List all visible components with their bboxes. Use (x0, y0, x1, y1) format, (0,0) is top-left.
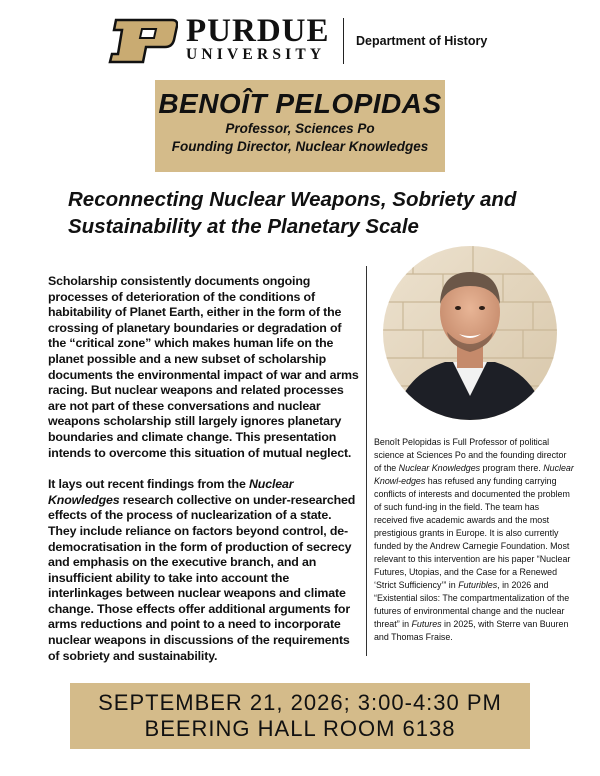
column-divider (366, 266, 367, 656)
header (0, 14, 600, 66)
speaker-photo (383, 246, 557, 420)
event-location: BEERING HALL ROOM 6138 (144, 716, 456, 741)
abstract (48, 274, 360, 664)
header-divider (343, 18, 344, 64)
event-date-time: SEPTEMBER 21, 2026; 3:00-4:30 PM (98, 690, 502, 715)
bio-text: program there. (480, 463, 544, 473)
bio-emphasis: Nuclear Knowledges (398, 463, 481, 473)
logo-subword: UNIVERSITY (186, 46, 326, 63)
speaker-bio (374, 436, 574, 644)
purdue-p-logo-icon (102, 18, 178, 64)
abstract-text: research collective on under-researched effects of the process of nuclearization of a state. They include reliance on factors beyond control, de-democratisation in the form of production of secrecy and emphasis on the executive branch, and an insufficient ability to take into account the interlinkages between nuclear weapons and climate change. Those effects offer additional arguments for arms reductions and point to a need to incorporate nuclear weapons in discussions of the requirements of sobriety and sustainability. (48, 492, 356, 663)
bio-emphasis: Futures (411, 619, 442, 629)
abstract-emphasis: Nuclear Knowledges (48, 477, 294, 507)
bio-text: in 2025, with Sterre van Buuren and Thomas Fraise. (374, 619, 569, 642)
speaker-name-box (155, 80, 445, 172)
event-details-box (70, 683, 530, 749)
bio-text: , in 2026 and “Existential silos: The compartmentalization of the futures of environmental change and the nuclear threat” in (374, 580, 570, 629)
speaker-portrait-image (383, 246, 557, 420)
logo-word: PURDUE (186, 13, 330, 49)
bio-emphasis: Futuribles (458, 580, 498, 590)
bio-text: Benoît Pelopidas is Full Professor of political science at Sciences Po and the founding director of the (374, 437, 567, 473)
purdue-wordmark (186, 13, 330, 64)
abstract-paragraph-1: Scholarship consistently documents ongoing processes of deterioration of the conditions of habitability of Planet Earth, either in the form of the crossing of planetary boundaries or degradation of the “critical zone” which makes human life on the planet possible and a new subset of scholarship documents the environmental impact of war and arms racing. But nuclear weapons and related processes are not part of these conversations and nuclear weapons scholarship still largely ignores planetary boundaries and climate change. This presentation intends to overcome this situation of mutual neglect. (48, 274, 359, 460)
department-name: Department of History (356, 34, 488, 48)
bio-text: has refused any funding carrying conflicts of interests and documented the problem of such fund-ing in the field. The team has received five academic awards and the most prestigious grants in Europe. It is also currently funded by the Andrew Carnegie Foundation. Most relevant to this intervention are his paper “Nuclear Futures, Utopias, and the Case for a Renewed ‘Strict Sufficiency’” in (374, 476, 571, 590)
speaker-role-2: Founding Director, Nuclear Knowledges (171, 139, 429, 154)
speaker-name: BENOÎT PELOPIDAS (158, 88, 442, 119)
abstract-paragraph-2 (48, 477, 360, 664)
talk-title: Reconnecting Nuclear Weapons, Sobriety and Sustainability at the Planetary Scale (68, 188, 517, 238)
bio-emphasis: Nuclear Knowl-edges (374, 463, 574, 486)
abstract-text: It lays out recent findings from the (48, 477, 249, 492)
speaker-role-1: Professor, Sciences Po (225, 121, 375, 136)
